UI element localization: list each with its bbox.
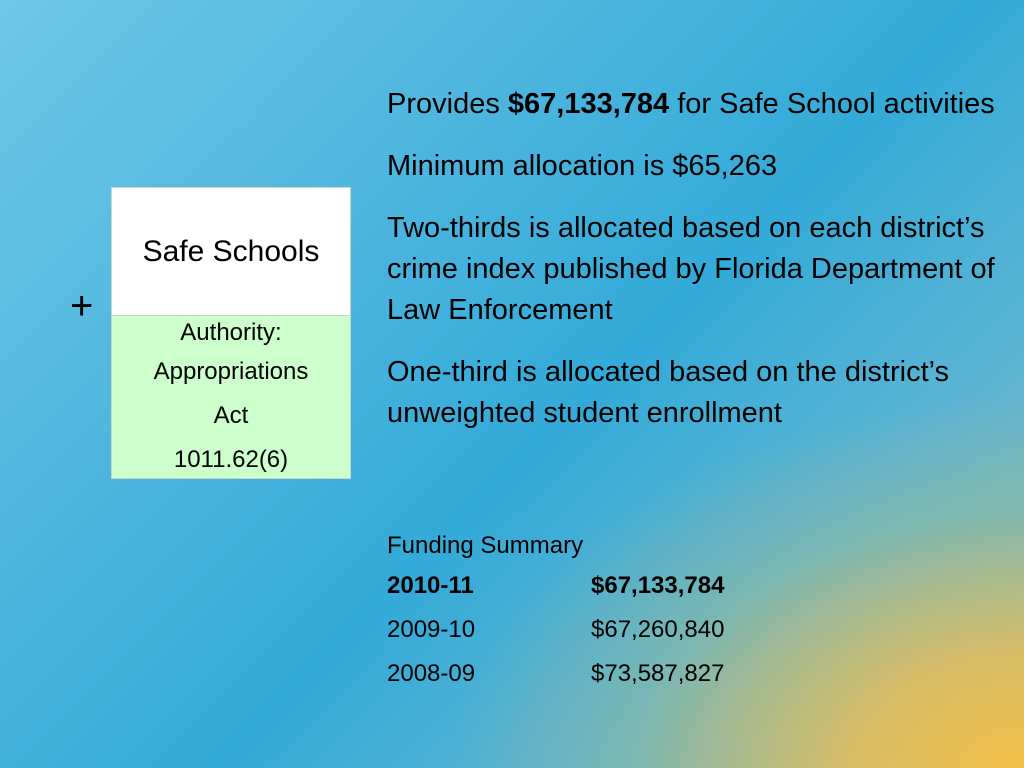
funding-amount: $73,587,827: [591, 660, 725, 687]
card-title: Safe Schools: [112, 188, 350, 316]
funding-amount: $67,133,784: [591, 572, 725, 599]
plus-sign: +: [70, 284, 94, 328]
authority-line: Act: [213, 402, 249, 429]
authority-line: Authority:: [180, 319, 282, 346]
funding-row: [387, 652, 724, 696]
bullet-minimum-allocation: Minimum allocation is $65,263: [387, 150, 778, 182]
safe-schools-card: [111, 187, 351, 479]
description-list: [387, 84, 1007, 455]
funding-year: 2010-11: [387, 572, 474, 599]
bullet-provides: [387, 84, 1007, 125]
funding-year: 2008-09: [387, 660, 476, 687]
bullet-two-thirds: Two-thirds is allocated based on each district’s crime index published by Florida Department of Law Enforcement: [387, 212, 995, 326]
bullet-one-third: One-third is allocated based on the district’s unweighted student enrollment: [387, 356, 950, 429]
authority-line: 1011.62(6): [173, 446, 289, 473]
funding-row: [387, 608, 724, 652]
funding-summary-title: Funding Summary: [387, 532, 584, 559]
funding-amount: $67,260,840: [591, 616, 725, 643]
funding-row: [387, 568, 724, 604]
bullet-provides-prefix: Provides: [387, 88, 508, 120]
funding-summary: [387, 530, 724, 696]
authority-line: Appropriations: [153, 358, 309, 385]
bullet-provides-suffix: for Safe School activities: [669, 88, 995, 120]
provides-amount: $67,133,784: [507, 88, 670, 120]
funding-year: 2009-10: [387, 616, 476, 643]
authority-box: [112, 316, 350, 478]
